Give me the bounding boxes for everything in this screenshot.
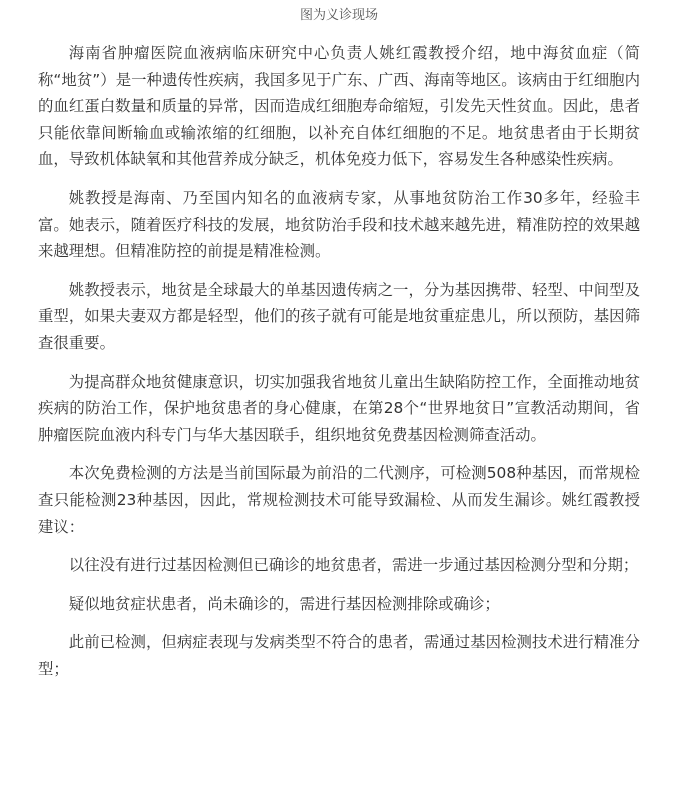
paragraph-5: 本次免费检测的方法是当前国际最为前沿的二代测序，可检测508种基因，而常规检查只能检测23种基因，因此，常规检测技术可能导致漏检、从而发生漏诊。姚红霞教授建议： <box>38 464 640 536</box>
paragraph-1: 海南省肿瘤医院血液病临床研究中心负责人姚红霞教授介绍，地中海贫血症（简称“地贫”）是一种遗传性疾病，我国多见于广东、广西、海南等地区。该病由于红细胞内的血红蛋白数量和质量的异常，因而造成红细胞寿命缩短，引发先天性贫血。因此，患者只能依靠间断输血或输浓缩的红细胞，以补充自体红细胞的不足。地贫患者由于长期贫血，导致机体缺氧和其他营养成分缺乏，机体免疫力低下，容易发生各种感染性疾病。 <box>38 44 640 169</box>
paragraph-3: 姚教授表示，地贫是全球最大的单基因遗传病之一，分为基因携带、轻型、中间型及重型，如果夫妻双方都是轻型，他们的孩子就有可能是地贫重症患儿，所以预防，基因筛查很重要。 <box>38 280 640 352</box>
paragraph-4: 为提高群众地贫健康意识，切实加强我省地贫儿童出生缺陷防控工作，全面推动地贫疾病的防治工作，保护地贫患者的身心健康，在第28个“世界地贫日”宣教活动期间，省肿瘤医院血液内科专门与华大基因联手，组织地贫免费基因检测筛查活动。 <box>38 372 640 444</box>
paragraph-6: 以往没有进行过基因检测但已确诊的地贫患者，需进一步通过基因检测分型和分期； <box>68 556 639 575</box>
paragraph-2: 姚教授是海南、乃至国内知名的血液病专家，从事地贫防治工作30多年，经验丰富。她表示，随着医疗科技的发展，地贫防治手段和技术越来越先进，精准防控的效果越来越理想。但精准防控的前提是精准检测。 <box>38 188 640 261</box>
image-caption: 图为义诊现场 <box>299 8 378 23</box>
paragraph-7: 疑似地贫症状患者，尚未确诊的，需进行基因检测排除或确诊； <box>68 594 500 613</box>
paragraph-8: 此前已检测，但病症表现与发病类型不符合的患者，需通过基因检测技术进行精准分型； <box>38 633 640 678</box>
